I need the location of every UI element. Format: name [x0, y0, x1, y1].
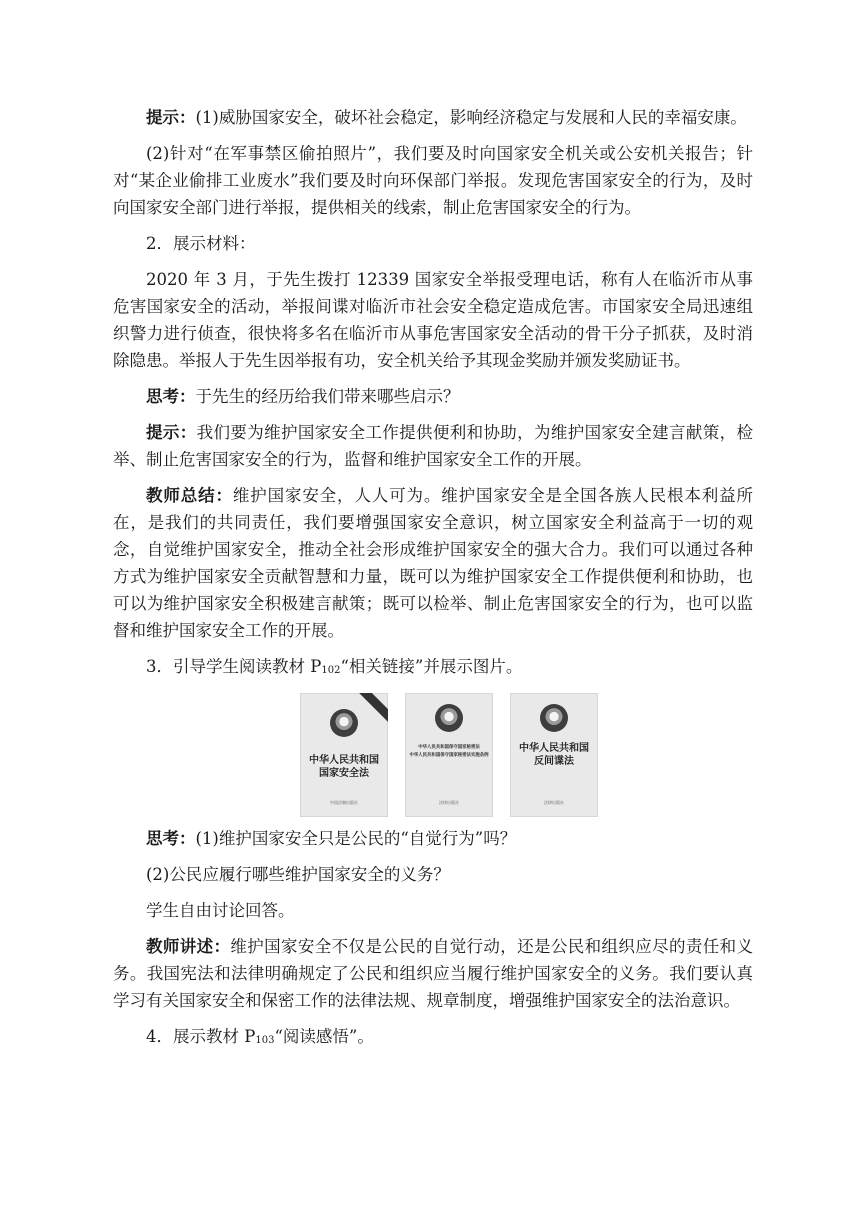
paragraph-think-2	[113, 825, 753, 852]
paragraph-think-2b	[113, 861, 753, 888]
hint-text: (1)威胁国家安全，破坏社会稳定，影响经济稳定与发展和人民的幸福安康。	[195, 108, 747, 127]
page-ref-103: 103	[255, 1035, 275, 1046]
paragraph-hint-3	[113, 419, 753, 473]
material-text: 2020 年 3 月，于先生拨打 12339 国家安全举报受理电话，称有人在临沂市从事危害国家安全的活动，举报间谍对临沂市社会安全稳定造成危害。市国家安全局迅速组织警力进行侦查，很快将多名在临沂市从事危害国家安全活动的骨干分子抓获，及时消除隐患。举报人于先生因举报有功，安全机关给予其现金奖励并颁发奖励证书。	[113, 270, 753, 370]
paragraph-teacher-explain	[113, 933, 753, 1014]
hint-2-text: (2)针对“在军事禁区偷拍照片”，我们要及时向国家安全机关或公安机关报告；针对“某企业偷排工业废水”我们要及时向环保部门举报。发现危害国家安全的行为，及时向国家安全部门进行举报，提供相关的线索，制止危害国家安全的行为。	[113, 144, 753, 217]
section-heading-3-text: 3．引导学生阅读教材 P	[146, 657, 322, 676]
book-1-title-line1: 中华人民共和国	[309, 755, 379, 766]
book-1-publisher: 中国法制出版社	[330, 800, 358, 805]
national-emblem-icon	[540, 704, 568, 732]
paragraph-material	[113, 266, 753, 374]
think-2-label: 思考：	[146, 829, 196, 848]
book-3-publisher: 法律出版社	[544, 800, 564, 805]
book-3-title-line2: 反间谍法	[534, 756, 574, 767]
national-emblem-icon	[330, 709, 358, 737]
section-heading-4	[113, 1023, 753, 1054]
section-heading-4-tail: “阅读感悟”。	[274, 1027, 374, 1046]
book-cover-images	[300, 693, 753, 817]
teacher-explain-text: 维护国家安全不仅是公民的自觉行动，还是公民和组织应尽的责任和义务。我国宪法和法律明确规定了公民和组织应当履行维护国家安全的义务。我们要认真学习有关国家安全和保密工作的法律法规、规章制度，增强维护国家安全的法治意识。	[113, 937, 754, 1010]
hint-label: 提示：	[146, 108, 196, 127]
teacher-summary-text: 维护国家安全，人人可为。维护国家安全是全国各族人民根本利益所在，是我们的共同责任，我们要增强国家安全意识，树立国家安全利益高于一切的观念，自觉维护国家安全，推动全社会形成维护国家安全的强大合力。我们可以通过各种方式为维护国家安全贡献智慧和力量，既可以为维护国家安全工作提供便利和协助，也可以为维护国家安全积极建言献策；既可以检举、制止危害国家安全的行为，也可以监督和维护国家安全工作的开展。	[113, 486, 754, 640]
section-heading-2-text: 2．展示材料：	[146, 234, 256, 253]
think-2-text: (1)维护国家安全只是公民的“自觉行为”吗？	[195, 829, 517, 848]
teacher-explain-label: 教师讲述：	[146, 937, 231, 956]
discussion-text: 学生自由讨论回答。	[146, 901, 295, 920]
paragraph-think-1	[113, 383, 753, 410]
paragraph-discussion	[113, 897, 753, 924]
page-ref-102: 102	[321, 665, 341, 676]
book-1-title-line2: 国家安全法	[319, 768, 369, 779]
book-2-title-line2: 中华人民共和国保守国家秘密法实施条例	[409, 753, 489, 758]
national-emblem-icon	[435, 704, 463, 732]
book-cover-state-secrets-law	[405, 693, 493, 817]
think-2b-text: (2)公民应履行哪些维护国家安全的义务？	[146, 865, 450, 884]
book-cover-national-security-law	[300, 693, 388, 817]
book-3-title-line1: 中华人民共和国	[519, 743, 589, 754]
hint-3-label: 提示：	[146, 423, 197, 442]
section-heading-3-tail: “相关链接”并展示图片。	[340, 657, 523, 676]
corner-ribbon	[356, 693, 388, 724]
section-heading-4-text: 4．展示教材 P	[146, 1027, 256, 1046]
book-2-title-line1: 中华人民共和国保守国家秘密法	[418, 745, 480, 750]
document-body	[113, 104, 753, 1054]
paragraph-teacher-summary	[113, 482, 753, 644]
book-2-publisher: 法律出版社	[439, 800, 459, 805]
book-cover-counter-espionage-law	[510, 693, 598, 817]
paragraph-hint-1	[113, 104, 753, 131]
hint-3-text: 我们要为维护国家安全工作提供便利和协助，为维护国家安全建言献策，检举、制止危害国家安全的行为，监督和维护国家安全工作的开展。	[113, 423, 754, 469]
teacher-summary-label: 教师总结：	[146, 486, 233, 505]
think-text: 于先生的经历给我们带来哪些启示？	[195, 387, 460, 406]
section-heading-3	[113, 653, 753, 684]
think-label: 思考：	[146, 387, 196, 406]
paragraph-hint-2	[113, 140, 753, 221]
section-heading-2	[113, 230, 753, 257]
